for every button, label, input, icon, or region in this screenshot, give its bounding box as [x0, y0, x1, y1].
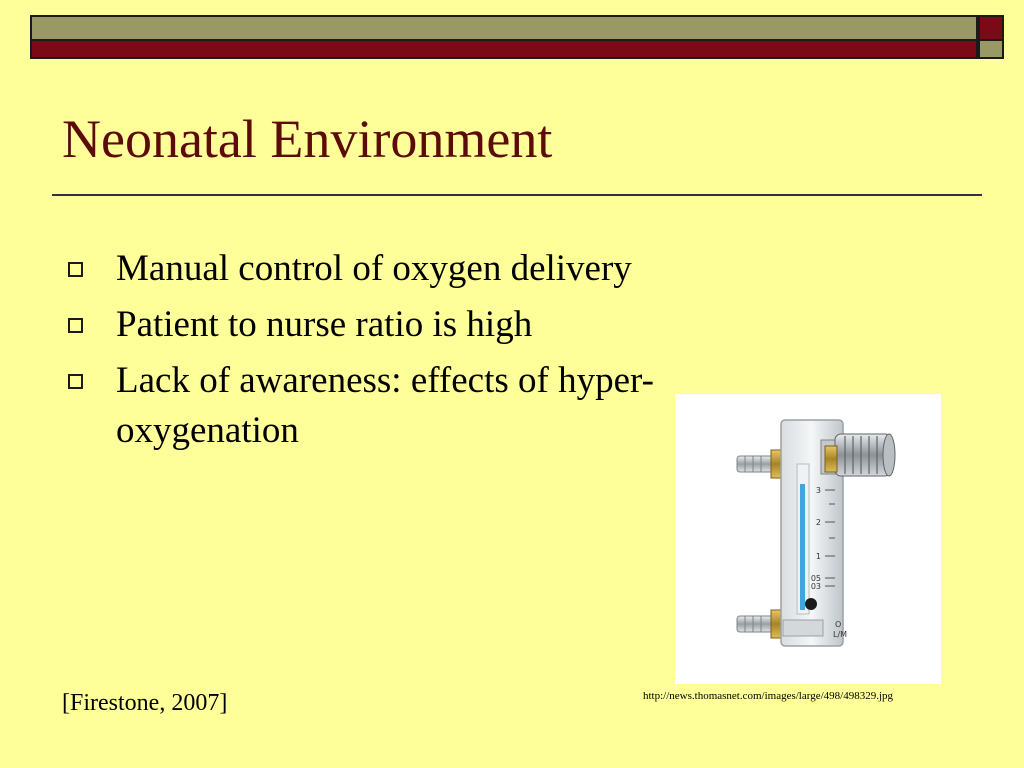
bullet-item — [62, 356, 662, 456]
hollow-square-bullet-icon — [68, 374, 83, 389]
flowmeter-image — [675, 394, 941, 684]
hollow-square-bullet-icon — [68, 318, 83, 333]
header-decor-bar — [30, 15, 978, 59]
bullet-text: Lack of awareness: effects of hyper-oxygenation — [116, 360, 654, 451]
scale-footer-label: O — [835, 620, 842, 629]
slide-title: Neonatal Environment — [62, 109, 553, 169]
title-divider — [52, 194, 982, 196]
scale-footer-label: L/M — [833, 630, 848, 639]
scale-label: 2 — [815, 518, 821, 527]
scale-label: 3 — [815, 486, 821, 495]
hollow-square-bullet-icon — [68, 262, 83, 277]
oxygen-flowmeter-illustration — [675, 394, 941, 684]
bullet-list — [62, 244, 662, 462]
scale-label: 05 — [810, 574, 821, 583]
bullet-item — [62, 300, 662, 350]
corner-red-square — [978, 15, 1004, 41]
scale-label: 03 — [810, 582, 821, 591]
image-source-url: http://news.thomasnet.com/images/large/498/498329.jpg — [643, 690, 894, 702]
bullet-item — [62, 244, 662, 294]
bullet-text: Manual control of oxygen delivery — [116, 248, 632, 289]
bullet-text: Patient to nurse ratio is high — [116, 304, 533, 345]
header-red-band — [30, 41, 978, 59]
corner-olive-square — [978, 41, 1004, 59]
header-olive-band — [30, 15, 978, 41]
scale-label: 1 — [815, 552, 821, 561]
citation: [Firestone, 2007] — [62, 690, 228, 716]
